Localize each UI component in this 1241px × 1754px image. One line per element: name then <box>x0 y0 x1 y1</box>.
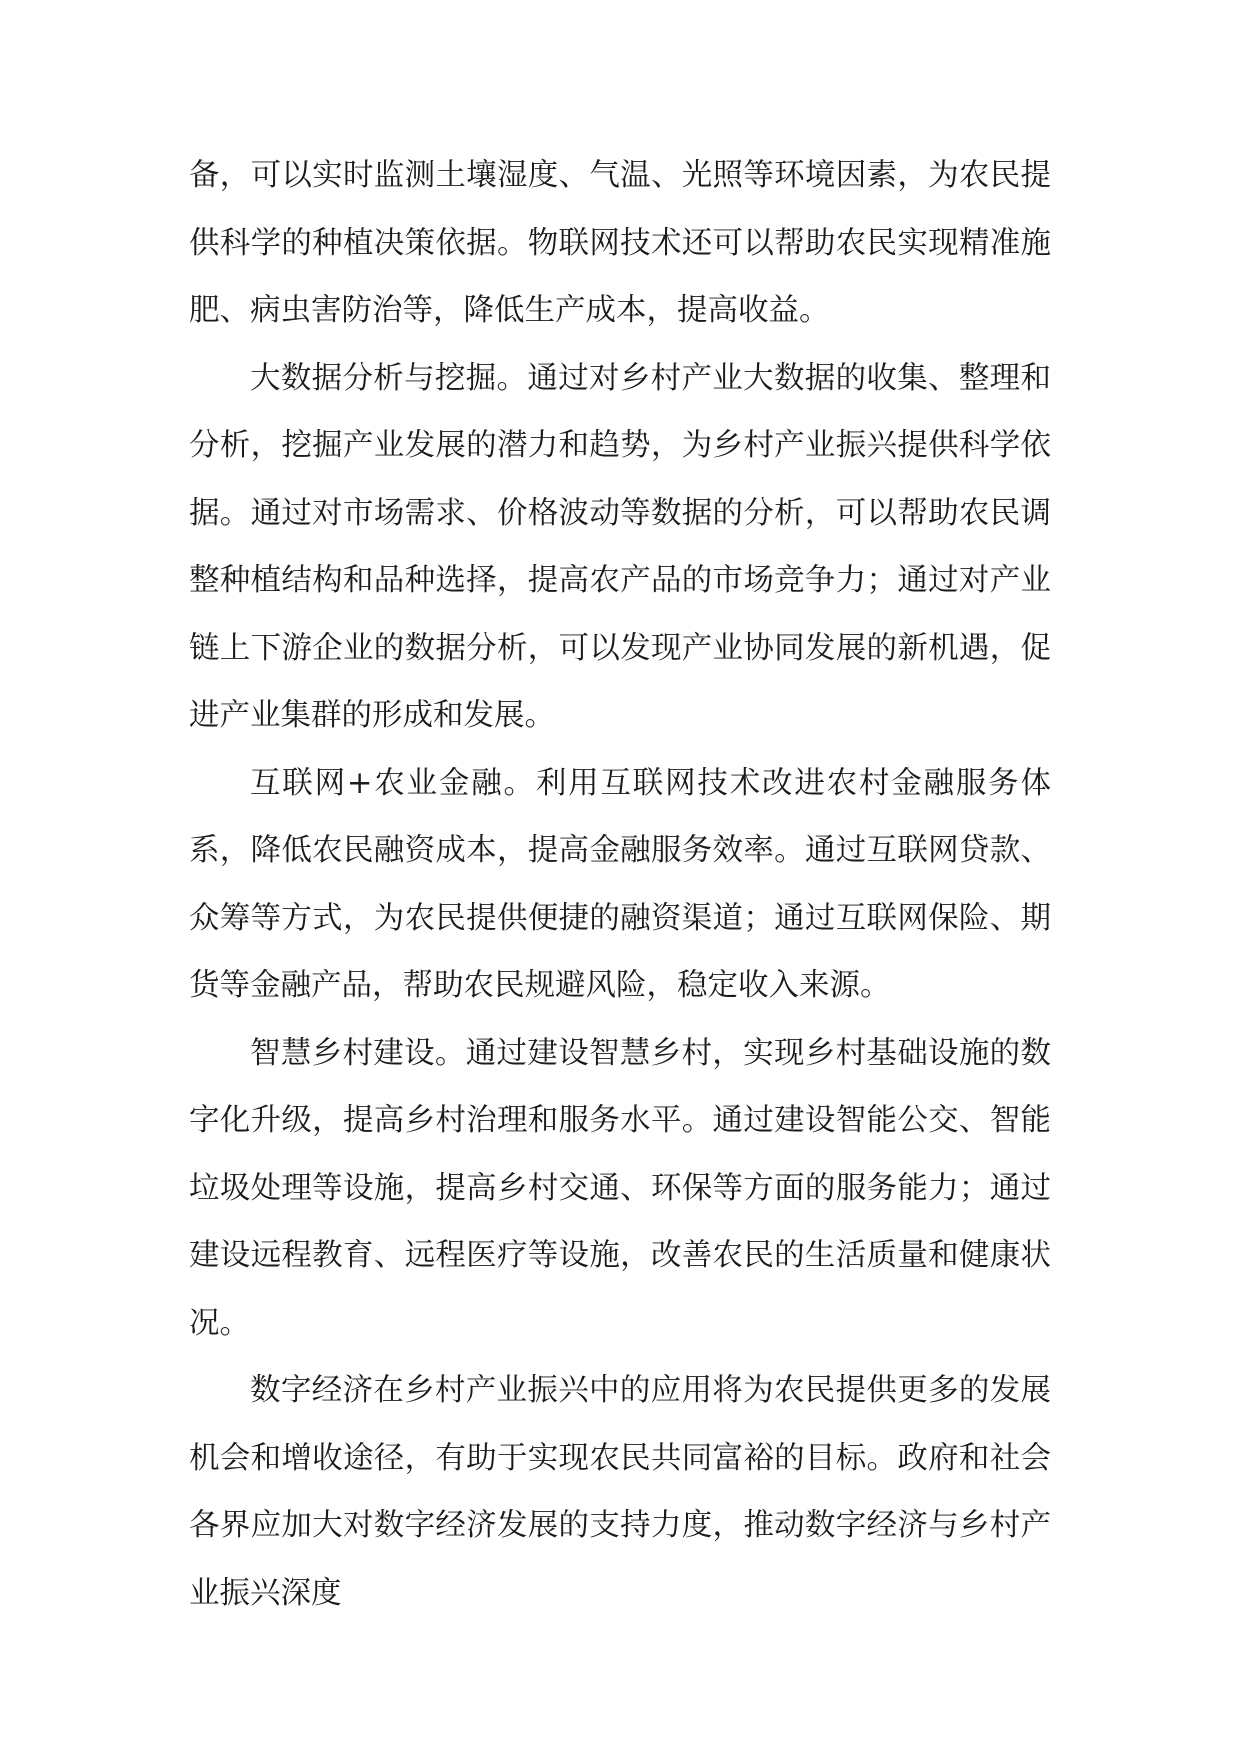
paragraph-internet-finance: 互联网+农业金融。利用互联网技术改进农村金融服务体系，降低农民融资成本，提高金融服务效率。通过互联网贷款、众筹等方式，为农民提供便捷的融资渠道；通过互联网保险、期货等金融产品，帮助农民规避风险，稳定收入来源。 <box>189 765 1051 1003</box>
document-body <box>189 142 1051 1627</box>
paragraph-conclusion: 数字经济在乡村产业振兴中的应用将为农民提供更多的发展机会和增收途径，有助于实现农民共同富裕的目标。政府和社会各界应加大对数字经济发展的支持力度，推动数字经济与乡村产业振兴深度 <box>189 1373 1051 1611</box>
paragraph-iot-continued: 备，可以实时监测土壤湿度、气温、光照等环境因素，为农民提供科学的种植决策依据。物联网技术还可以帮助农民实现精准施肥、病虫害防治等，降低生产成本，提高收益。 <box>189 158 1051 328</box>
paragraph-big-data: 大数据分析与挖掘。通过对乡村产业大数据的收集、整理和分析，挖掘产业发展的潜力和趋势，为乡村产业振兴提供科学依据。通过对市场需求、价格波动等数据的分析，可以帮助农民调整种植结构和品种选择，提高农产品的市场竞争力；通过对产业链上下游企业的数据分析，可以发现产业协同发展的新机遇，促进产业集群的形成和发展。 <box>189 360 1051 733</box>
paragraph-smart-village: 智慧乡村建设。通过建设智慧乡村，实现乡村基础设施的数字化升级，提高乡村治理和服务水平。通过建设智能公交、智能垃圾处理等设施，提高乡村交通、环保等方面的服务能力；通过建设远程教育、远程医疗等设施，改善农民的生活质量和健康状况。 <box>189 1035 1051 1341</box>
